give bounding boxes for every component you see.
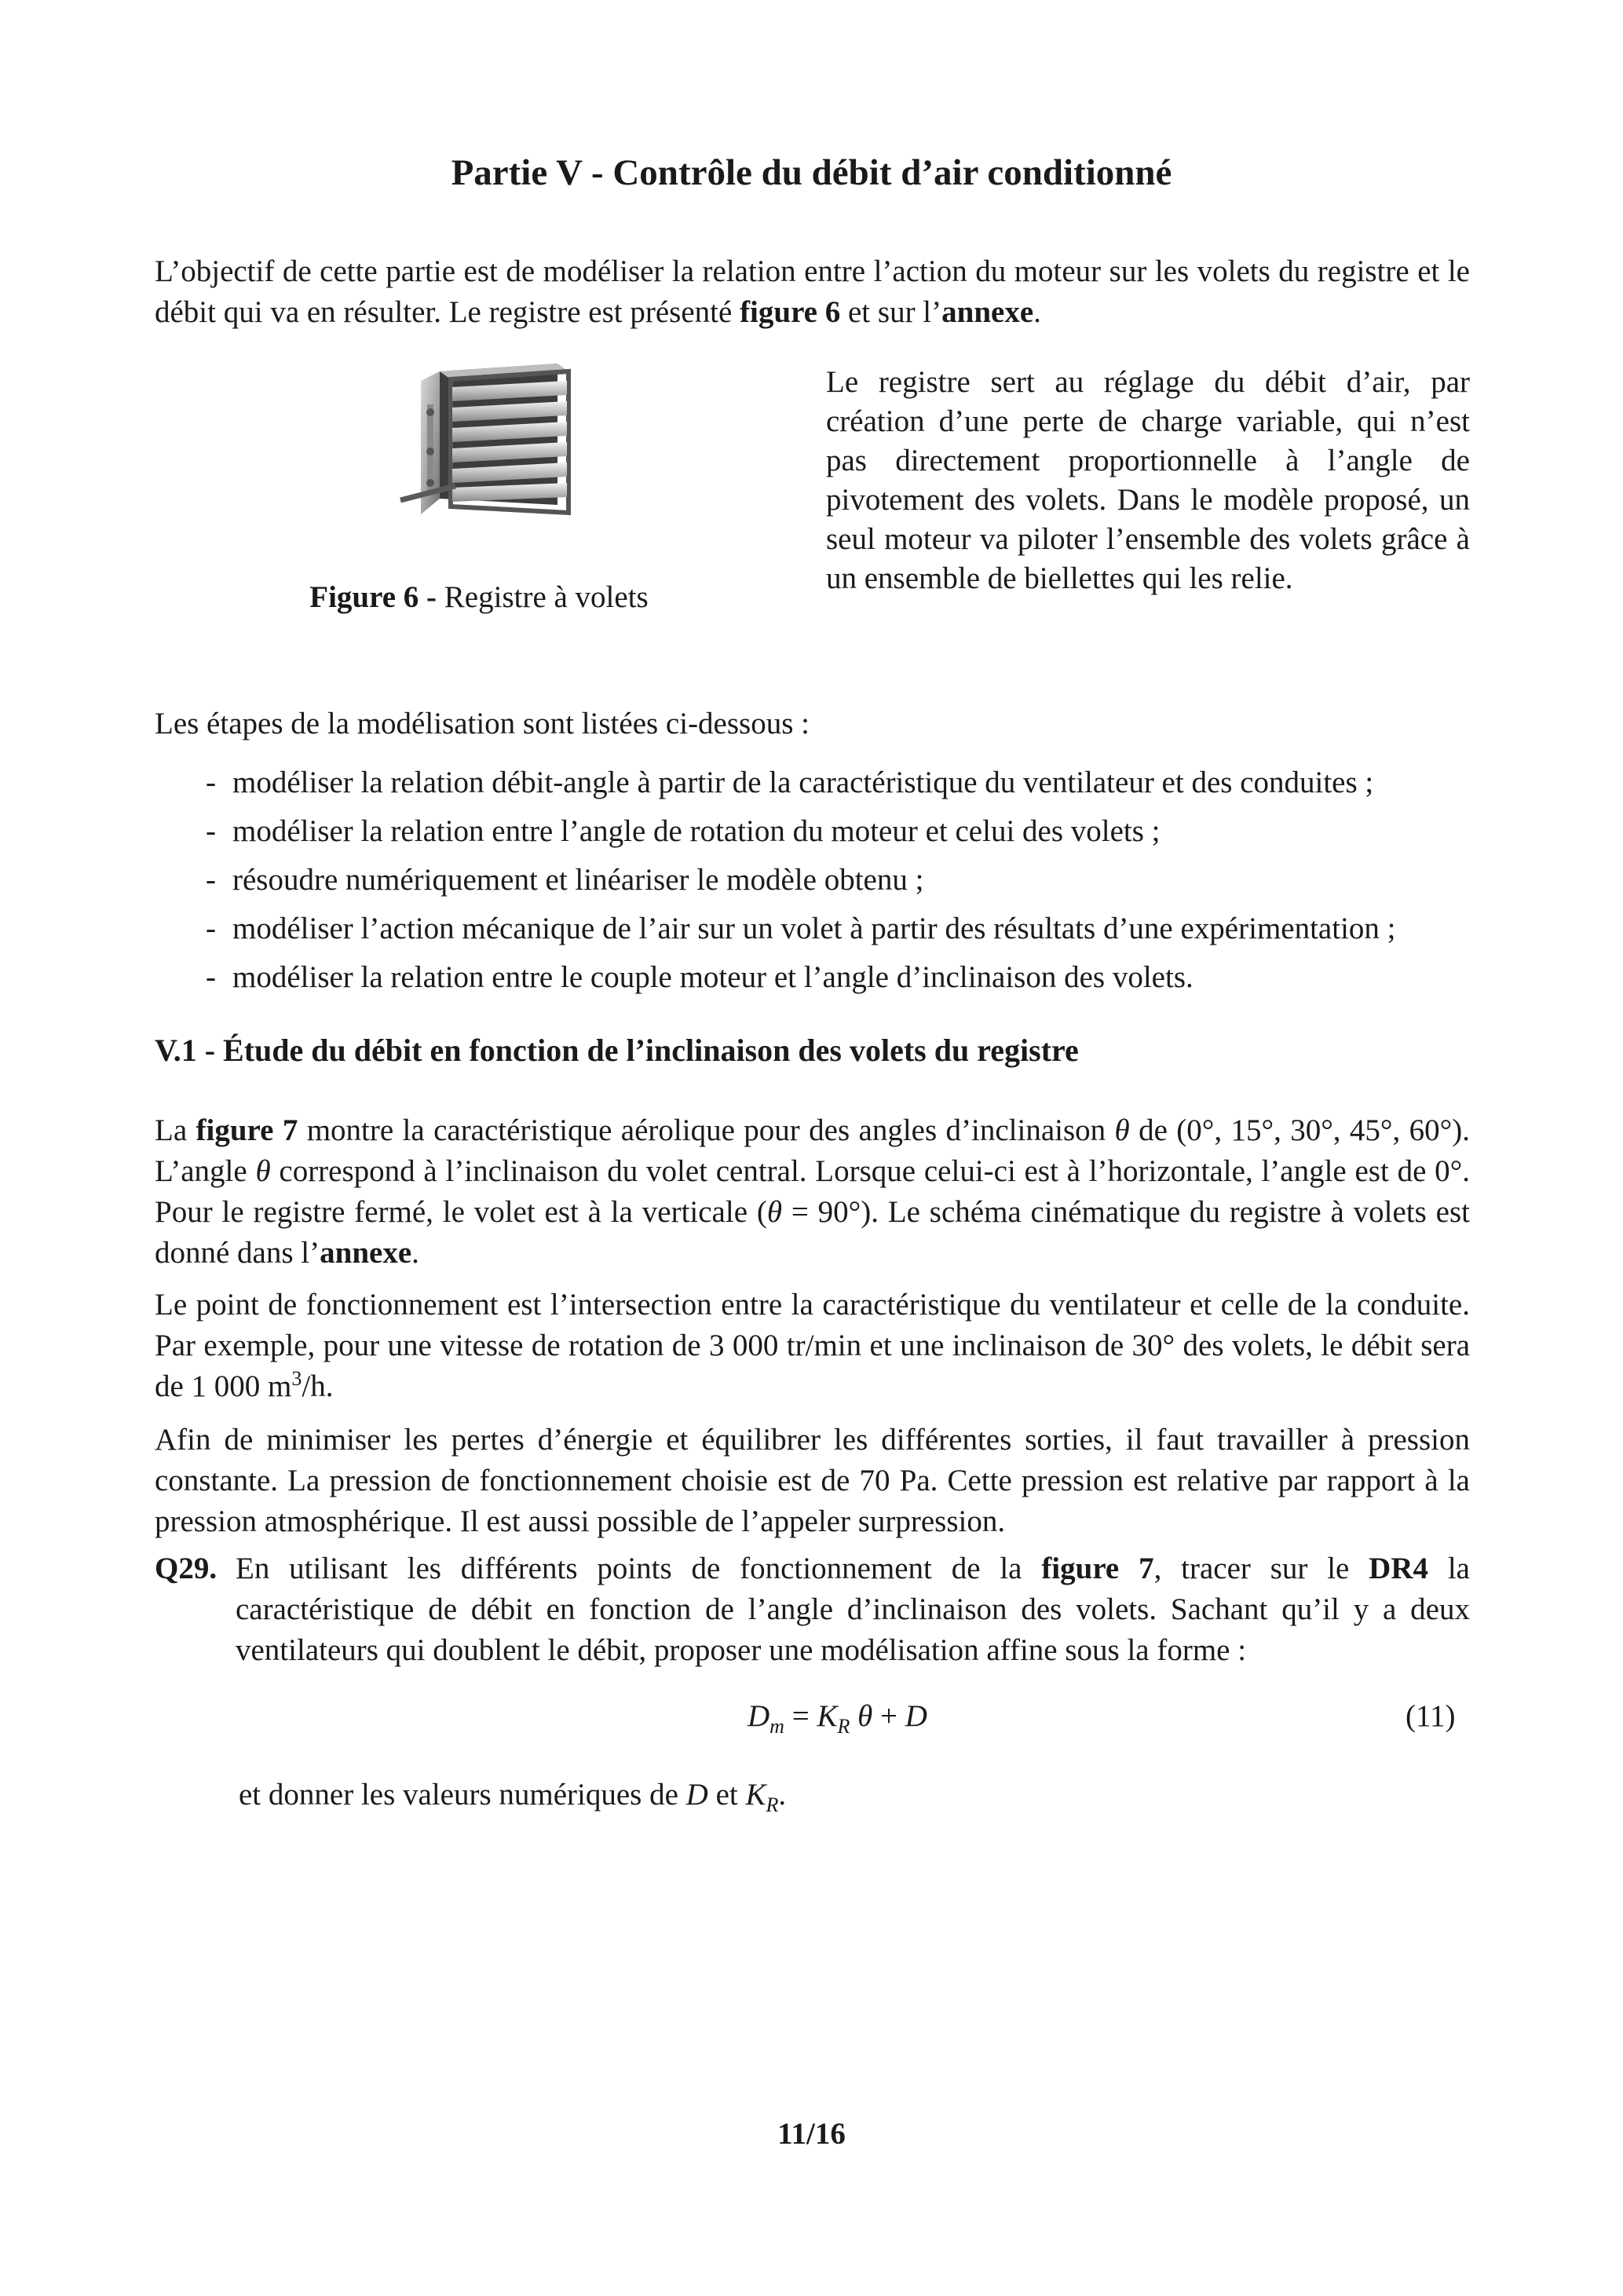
page-number: 11/16 bbox=[777, 2117, 846, 2151]
steps-list bbox=[206, 759, 1478, 1002]
list-item: - modéliser l’action mécanique de l’air sur un volet à partir des résultats d’une expérimentation ; bbox=[206, 912, 1396, 945]
list-item: - modéliser la relation entre l’angle de rotation du moteur et celui des volets ; bbox=[206, 814, 1161, 848]
paragraph-pressure: Afin de minimiser les pertes d’énergie et équilibrer les différentes sorties, il faut travailler à pression constante. La pression de fonctionnement choisie est de 70 Pa. Cette pression est relative par rapport à la pression atmosphérique. Il est aussi possible de l’appeler surpression. bbox=[155, 1423, 1470, 1538]
annexe-ref: annexe bbox=[941, 295, 1034, 329]
figure6-caption: Figure 6 - Registre à volets bbox=[309, 580, 649, 614]
equation-11: $D_m = K_R$ θ + D bbox=[748, 1699, 927, 1738]
list-item: - résoudre numériquement et linéariser le modèle obtenu ; bbox=[206, 863, 924, 897]
steps-intro: Les étapes de la modélisation sont listées ci-dessous : bbox=[155, 707, 810, 740]
question-number: Q29. bbox=[155, 1552, 217, 1585]
equation-number: (11) bbox=[1406, 1699, 1456, 1733]
figure7-ref: figure 7 bbox=[1041, 1552, 1154, 1585]
list-item: - modéliser la relation débit-angle à partir de la caractéristique du ventilateur et des conduites ; bbox=[206, 766, 1374, 799]
register-description: Le registre sert au réglage du débit d’air, par création d’une perte de charge variable, qui n’est pas directement proportionnelle à l’angle de pivotement des volets. Dans le modèle proposé, un seul moteur va piloter l’ensemble des volets grâce à un ensemble de biellettes qui les relie. bbox=[826, 365, 1470, 595]
annexe-ref: annexe bbox=[320, 1236, 412, 1270]
question-text: En utilisant les différents points de fonctionnement de la figure 7, tracer sur le DR4 la caractéristique de débit en fonction de l’angle d’inclinaison des volets. Sachant qu’il y a deux ventilateurs qui doublent le débit, proposer une modélisation affine sous la forme : bbox=[236, 1552, 1470, 1667]
section-heading-v1: V.1 - Étude du débit en fonction de l’inclinaison des volets du registre bbox=[155, 1033, 1079, 1068]
figure7-ref: figure 7 bbox=[196, 1113, 298, 1147]
intro-paragraph: L’objectif de cette partie est de modéliser la relation entre l’action du moteur sur les volets du registre et le débit qui va en résulter. Le registre est présenté figure 6 et sur l’annexe. bbox=[155, 254, 1470, 329]
list-item: - modéliser la relation entre le couple moteur et l’angle d’inclinaison des volets. bbox=[206, 960, 1193, 994]
question-conclusion: et donner les valeurs numériques de D et $K_R$. bbox=[239, 1778, 787, 1816]
damper-register-image bbox=[393, 357, 573, 530]
paragraph-operating-point: Le point de fonctionnement est l’intersection entre la caractéristique du ventilateur et celle de la conduite. Par exemple, pour une vitesse de rotation de 3 000 tr/min et une inclinaison de 30° des volets, le débit sera de 1 000 $m^3/h$. bbox=[155, 1288, 1470, 1403]
figure6-ref: figure 6 bbox=[740, 295, 841, 329]
paragraph-figure7: La figure 7 montre la caractéristique aérolique pour des angles d’inclinaison θ de (0°, 15°, 30°, 45°, 60°). L’angle θ correspond à l’inclinaison du volet central. Lorsque celui-ci est à l’horizontale, l’angle est de 0°. Pour le registre fermé, le volet est à la verticale (θ = 90°). Le schéma cinématique du registre à volets est donné dans l’annexe. bbox=[155, 1113, 1470, 1270]
page-title: Partie V - Contrôle du débit d’air conditionné bbox=[451, 152, 1172, 193]
dr4-ref: DR4 bbox=[1369, 1552, 1429, 1585]
